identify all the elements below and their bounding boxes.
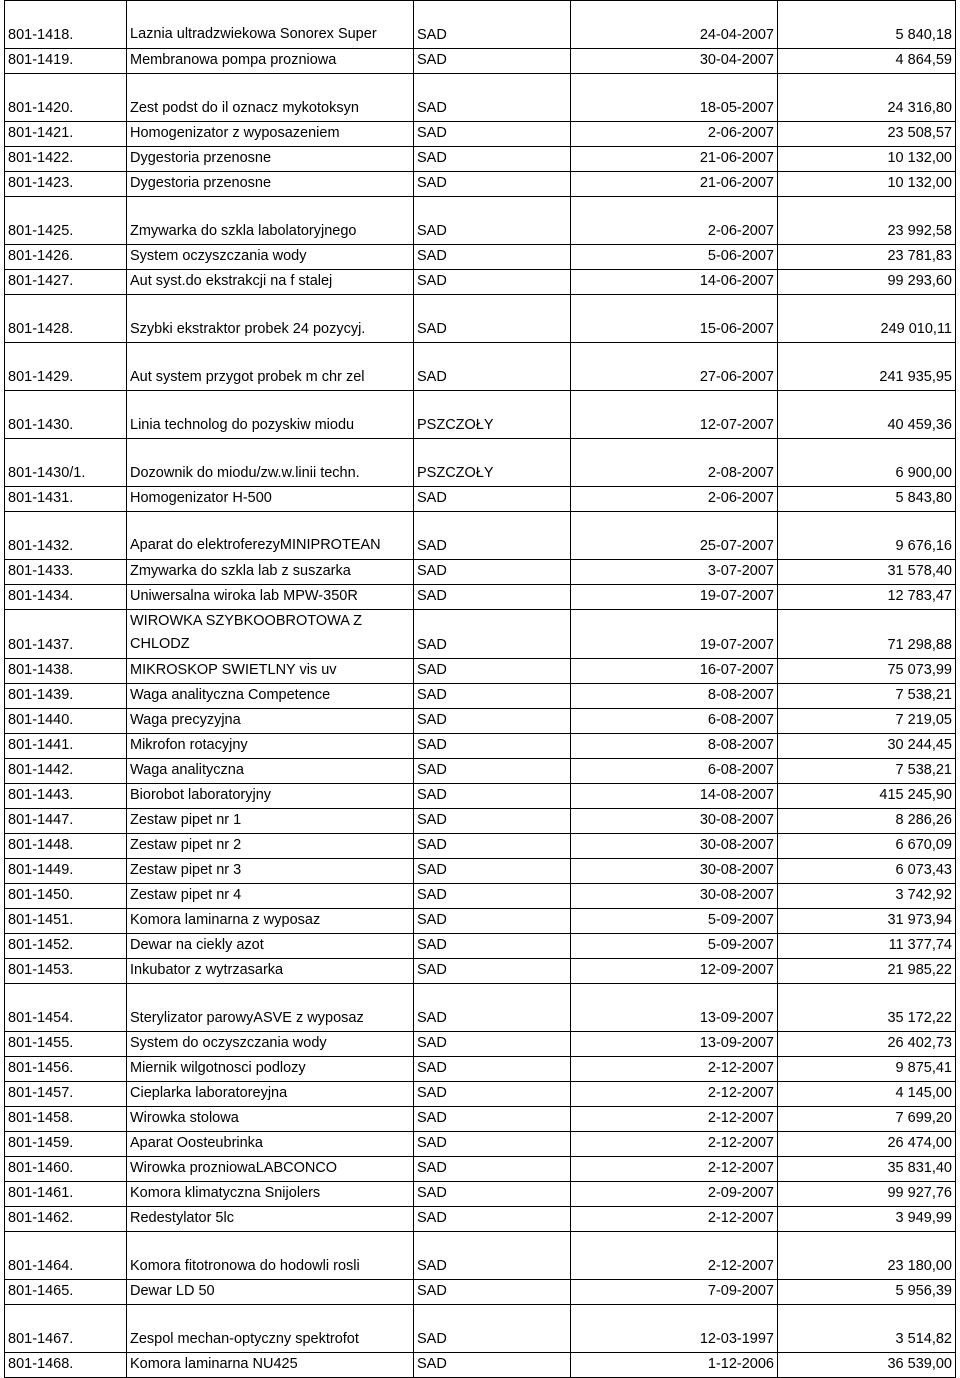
department-cell: SAD <box>414 172 571 197</box>
value-cell: 11 377,74 <box>778 934 956 959</box>
value-cell: 21 985,22 <box>778 959 956 984</box>
department-cell: SAD <box>414 759 571 784</box>
department-cell: SAD <box>414 1032 571 1057</box>
date-cell: 1-12-2006 <box>571 1353 778 1378</box>
inventory-number-cell: 801-1458. <box>5 1107 127 1132</box>
date-cell: 30-04-2007 <box>571 49 778 74</box>
department-cell: SAD <box>414 487 571 512</box>
item-name-cell: Miernik wilgotnosci podlozy <box>127 1057 414 1082</box>
department-cell: SAD <box>414 1353 571 1378</box>
table-row <box>5 147 956 172</box>
table-row <box>5 1182 956 1207</box>
date-cell: 2-12-2007 <box>571 1057 778 1082</box>
date-cell: 2-12-2007 <box>571 1107 778 1132</box>
table-row <box>5 1207 956 1232</box>
value-cell: 7 219,05 <box>778 709 956 734</box>
inventory-number-cell: 801-1439. <box>5 684 127 709</box>
item-name-cell: Zespol mechan-optyczny spektrofot <box>127 1305 414 1353</box>
value-cell: 40 459,36 <box>778 391 956 439</box>
value-cell: 5 843,80 <box>778 487 956 512</box>
value-cell: 26 474,00 <box>778 1132 956 1157</box>
department-cell: SAD <box>414 585 571 610</box>
item-name-cell: Laznia ultradzwiekowa Sonorex Super <box>127 1 414 49</box>
table-row <box>5 295 956 343</box>
value-cell: 4 145,00 <box>778 1082 956 1107</box>
inventory-number-cell: 801-1455. <box>5 1032 127 1057</box>
table-row <box>5 610 956 659</box>
inventory-number-cell: 801-1441. <box>5 734 127 759</box>
date-cell: 16-07-2007 <box>571 659 778 684</box>
inventory-number-cell: 801-1440. <box>5 709 127 734</box>
department-cell: SAD <box>414 709 571 734</box>
table-row <box>5 834 956 859</box>
department-cell: SAD <box>414 197 571 245</box>
inventory-number-cell: 801-1430/1. <box>5 439 127 487</box>
item-name-cell: Zestaw pipet nr 4 <box>127 884 414 909</box>
department-cell: SAD <box>414 684 571 709</box>
inventory-number-cell: 801-1420. <box>5 74 127 122</box>
inventory-number-cell: 801-1429. <box>5 343 127 391</box>
inventory-number-cell: 801-1447. <box>5 809 127 834</box>
item-name-cell: Dygestoria przenosne <box>127 147 414 172</box>
date-cell: 24-04-2007 <box>571 1 778 49</box>
value-cell: 36 539,00 <box>778 1353 956 1378</box>
item-name-cell: Komora laminarna NU425 <box>127 1353 414 1378</box>
value-cell: 99 927,76 <box>778 1182 956 1207</box>
table-row <box>5 343 956 391</box>
department-cell: SAD <box>414 560 571 585</box>
item-name-cell: System do oczyszczania wody <box>127 1032 414 1057</box>
department-cell: SAD <box>414 122 571 147</box>
date-cell: 2-09-2007 <box>571 1182 778 1207</box>
inventory-number-cell: 801-1438. <box>5 659 127 684</box>
date-cell: 19-07-2007 <box>571 610 778 659</box>
value-cell: 23 508,57 <box>778 122 956 147</box>
value-cell: 30 244,45 <box>778 734 956 759</box>
item-name-cell: Dewar LD 50 <box>127 1280 414 1305</box>
date-cell: 25-07-2007 <box>571 512 778 560</box>
table-row <box>5 984 956 1032</box>
date-cell: 2-08-2007 <box>571 439 778 487</box>
value-cell: 26 402,73 <box>778 1032 956 1057</box>
table-body <box>5 1 956 1378</box>
date-cell: 14-08-2007 <box>571 784 778 809</box>
value-cell: 71 298,88 <box>778 610 956 659</box>
inventory-number-cell: 801-1431. <box>5 487 127 512</box>
item-name-cell: Dozownik do miodu/zw.w.linii techn. <box>127 439 414 487</box>
table-row <box>5 487 956 512</box>
item-name-cell: Redestylator 5lc <box>127 1207 414 1232</box>
department-cell: SAD <box>414 859 571 884</box>
item-name-cell: WIROWKA SZYBKOOBROTOWA Z CHLODZ <box>127 610 414 659</box>
item-name-cell: System oczyszczania wody <box>127 245 414 270</box>
value-cell: 9 676,16 <box>778 512 956 560</box>
date-cell: 6-08-2007 <box>571 709 778 734</box>
item-name-cell: Zmywarka do szkla lab z suszarka <box>127 560 414 585</box>
department-cell: SAD <box>414 734 571 759</box>
department-cell: SAD <box>414 959 571 984</box>
inventory-number-cell: 801-1461. <box>5 1182 127 1207</box>
value-cell: 23 992,58 <box>778 197 956 245</box>
item-name-cell: Waga analityczna Competence <box>127 684 414 709</box>
item-name-cell: Uniwersalna wiroka lab MPW-350R <box>127 585 414 610</box>
table-row <box>5 1305 956 1353</box>
inventory-number-cell: 801-1454. <box>5 984 127 1032</box>
date-cell: 30-08-2007 <box>571 859 778 884</box>
value-cell: 7 538,21 <box>778 684 956 709</box>
department-cell: SAD <box>414 295 571 343</box>
department-cell: SAD <box>414 74 571 122</box>
date-cell: 13-09-2007 <box>571 984 778 1032</box>
table-row <box>5 909 956 934</box>
value-cell: 23 180,00 <box>778 1232 956 1280</box>
date-cell: 2-12-2007 <box>571 1232 778 1280</box>
item-name-cell: Aparat do elektroferezyMINIPROTEAN <box>127 512 414 560</box>
inventory-number-cell: 801-1425. <box>5 197 127 245</box>
inventory-number-cell: 801-1426. <box>5 245 127 270</box>
table-row <box>5 197 956 245</box>
table-row <box>5 884 956 909</box>
item-name-cell: Dewar na ciekly azot <box>127 934 414 959</box>
date-cell: 5-06-2007 <box>571 245 778 270</box>
department-cell: SAD <box>414 934 571 959</box>
value-cell: 31 578,40 <box>778 560 956 585</box>
inventory-number-cell: 801-1421. <box>5 122 127 147</box>
table-row <box>5 512 956 560</box>
table-row <box>5 1280 956 1305</box>
value-cell: 249 010,11 <box>778 295 956 343</box>
department-cell: SAD <box>414 1082 571 1107</box>
department-cell: SAD <box>414 610 571 659</box>
inventory-number-cell: 801-1442. <box>5 759 127 784</box>
date-cell: 7-09-2007 <box>571 1280 778 1305</box>
table-row <box>5 49 956 74</box>
table-row <box>5 122 956 147</box>
item-name-cell: Aut syst.do ekstrakcji na f stalej <box>127 270 414 295</box>
item-name-cell: Biorobot laboratoryjny <box>127 784 414 809</box>
value-cell: 6 073,43 <box>778 859 956 884</box>
table-row <box>5 245 956 270</box>
table-row <box>5 859 956 884</box>
date-cell: 2-12-2007 <box>571 1207 778 1232</box>
date-cell: 2-06-2007 <box>571 122 778 147</box>
table-row <box>5 74 956 122</box>
value-cell: 5 956,39 <box>778 1280 956 1305</box>
department-cell: SAD <box>414 49 571 74</box>
inventory-number-cell: 801-1423. <box>5 172 127 197</box>
department-cell: SAD <box>414 984 571 1032</box>
value-cell: 7 699,20 <box>778 1107 956 1132</box>
item-name-cell: Wirowka prozniowaLABCONCO <box>127 1157 414 1182</box>
inventory-number-cell: 801-1450. <box>5 884 127 909</box>
table-row <box>5 784 956 809</box>
table-row <box>5 1132 956 1157</box>
date-cell: 30-08-2007 <box>571 834 778 859</box>
item-name-cell: Zestaw pipet nr 2 <box>127 834 414 859</box>
item-name-cell: Homogenizator z wyposazeniem <box>127 122 414 147</box>
department-cell: SAD <box>414 245 571 270</box>
inventory-number-cell: 801-1452. <box>5 934 127 959</box>
inventory-number-cell: 801-1459. <box>5 1132 127 1157</box>
value-cell: 35 831,40 <box>778 1157 956 1182</box>
table-row <box>5 1057 956 1082</box>
value-cell: 10 132,00 <box>778 172 956 197</box>
department-cell: SAD <box>414 834 571 859</box>
table-row <box>5 1232 956 1280</box>
table-row <box>5 1107 956 1132</box>
date-cell: 2-12-2007 <box>571 1157 778 1182</box>
inventory-number-cell: 801-1453. <box>5 959 127 984</box>
department-cell: SAD <box>414 1157 571 1182</box>
value-cell: 24 316,80 <box>778 74 956 122</box>
value-cell: 10 132,00 <box>778 147 956 172</box>
date-cell: 6-08-2007 <box>571 759 778 784</box>
item-name-cell: Zmywarka do szkla labolatoryjnego <box>127 197 414 245</box>
item-name-cell: Szybki ekstraktor probek 24 pozycyj. <box>127 295 414 343</box>
date-cell: 2-12-2007 <box>571 1132 778 1157</box>
value-cell: 75 073,99 <box>778 659 956 684</box>
inventory-number-cell: 801-1419. <box>5 49 127 74</box>
date-cell: 5-09-2007 <box>571 934 778 959</box>
inventory-number-cell: 801-1456. <box>5 1057 127 1082</box>
table-row <box>5 659 956 684</box>
item-name-cell: Zestaw pipet nr 3 <box>127 859 414 884</box>
date-cell: 8-08-2007 <box>571 684 778 709</box>
item-name-cell: Aut system przygot probek m chr zel <box>127 343 414 391</box>
department-cell: SAD <box>414 270 571 295</box>
item-name-cell: Waga precyzyjna <box>127 709 414 734</box>
item-name-cell: Wirowka stolowa <box>127 1107 414 1132</box>
item-name-cell: Aparat Oosteubrinka <box>127 1132 414 1157</box>
date-cell: 2-06-2007 <box>571 197 778 245</box>
department-cell: SAD <box>414 809 571 834</box>
item-name-cell: Waga analityczna <box>127 759 414 784</box>
department-cell: SAD <box>414 1305 571 1353</box>
value-cell: 5 840,18 <box>778 1 956 49</box>
date-cell: 27-06-2007 <box>571 343 778 391</box>
department-cell: SAD <box>414 909 571 934</box>
inventory-number-cell: 801-1464. <box>5 1232 127 1280</box>
date-cell: 12-03-1997 <box>571 1305 778 1353</box>
value-cell: 12 783,47 <box>778 585 956 610</box>
value-cell: 23 781,83 <box>778 245 956 270</box>
item-name-cell: Zest podst do il oznacz mykotoksyn <box>127 74 414 122</box>
date-cell: 2-12-2007 <box>571 1082 778 1107</box>
inventory-number-cell: 801-1427. <box>5 270 127 295</box>
value-cell: 3 949,99 <box>778 1207 956 1232</box>
table-row <box>5 709 956 734</box>
department-cell: SAD <box>414 1232 571 1280</box>
item-name-cell: Komora fitotronowa do hodowli rosli <box>127 1232 414 1280</box>
value-cell: 9 875,41 <box>778 1057 956 1082</box>
item-name-cell: MIKROSKOP SWIETLNY vis uv <box>127 659 414 684</box>
table-row <box>5 1032 956 1057</box>
table-row <box>5 1353 956 1378</box>
department-cell: SAD <box>414 1132 571 1157</box>
date-cell: 12-09-2007 <box>571 959 778 984</box>
value-cell: 6 670,09 <box>778 834 956 859</box>
date-cell: 14-06-2007 <box>571 270 778 295</box>
value-cell: 3 742,92 <box>778 884 956 909</box>
date-cell: 2-06-2007 <box>571 487 778 512</box>
date-cell: 13-09-2007 <box>571 1032 778 1057</box>
inventory-number-cell: 801-1460. <box>5 1157 127 1182</box>
item-name-cell: Membranowa pompa prozniowa <box>127 49 414 74</box>
date-cell: 21-06-2007 <box>571 172 778 197</box>
table-row <box>5 1157 956 1182</box>
value-cell: 8 286,26 <box>778 809 956 834</box>
inventory-number-cell: 801-1443. <box>5 784 127 809</box>
item-name-cell: Dygestoria przenosne <box>127 172 414 197</box>
table-row <box>5 809 956 834</box>
value-cell: 99 293,60 <box>778 270 956 295</box>
inventory-number-cell: 801-1433. <box>5 560 127 585</box>
item-name-cell: Komora laminarna z wyposaz <box>127 909 414 934</box>
table-row <box>5 959 956 984</box>
department-cell: SAD <box>414 1207 571 1232</box>
item-name-cell: Sterylizator parowyASVE z wyposaz <box>127 984 414 1032</box>
date-cell: 15-06-2007 <box>571 295 778 343</box>
item-name-cell: Cieplarka laboratoreyjna <box>127 1082 414 1107</box>
table-row <box>5 560 956 585</box>
table-row <box>5 759 956 784</box>
date-cell: 8-08-2007 <box>571 734 778 759</box>
inventory-number-cell: 801-1432. <box>5 512 127 560</box>
inventory-number-cell: 801-1428. <box>5 295 127 343</box>
value-cell: 415 245,90 <box>778 784 956 809</box>
department-cell: SAD <box>414 784 571 809</box>
date-cell: 18-05-2007 <box>571 74 778 122</box>
table-row <box>5 439 956 487</box>
inventory-number-cell: 801-1457. <box>5 1082 127 1107</box>
inventory-number-cell: 801-1449. <box>5 859 127 884</box>
item-name-cell: Zestaw pipet nr 1 <box>127 809 414 834</box>
department-cell: SAD <box>414 1280 571 1305</box>
department-cell: SAD <box>414 512 571 560</box>
item-name-cell: Inkubator z wytrzasarka <box>127 959 414 984</box>
table-row <box>5 1 956 49</box>
date-cell: 12-07-2007 <box>571 391 778 439</box>
item-name-cell: Linia technolog do pozyskiw miodu <box>127 391 414 439</box>
inventory-number-cell: 801-1437. <box>5 610 127 659</box>
inventory-number-cell: 801-1418. <box>5 1 127 49</box>
inventory-number-cell: 801-1422. <box>5 147 127 172</box>
inventory-number-cell: 801-1451. <box>5 909 127 934</box>
equipment-table <box>4 0 956 1378</box>
department-cell: SAD <box>414 1 571 49</box>
item-name-cell: Komora klimatyczna Snijolers <box>127 1182 414 1207</box>
table-row <box>5 391 956 439</box>
department-cell: SAD <box>414 659 571 684</box>
department-cell: PSZCZOŁY <box>414 391 571 439</box>
item-name-cell: Mikrofon rotacyjny <box>127 734 414 759</box>
value-cell: 6 900,00 <box>778 439 956 487</box>
department-cell: PSZCZOŁY <box>414 439 571 487</box>
date-cell: 21-06-2007 <box>571 147 778 172</box>
date-cell: 30-08-2007 <box>571 884 778 909</box>
table-row <box>5 1082 956 1107</box>
department-cell: SAD <box>414 1107 571 1132</box>
department-cell: SAD <box>414 1057 571 1082</box>
department-cell: SAD <box>414 147 571 172</box>
department-cell: SAD <box>414 1182 571 1207</box>
inventory-number-cell: 801-1430. <box>5 391 127 439</box>
table-row <box>5 734 956 759</box>
date-cell: 30-08-2007 <box>571 809 778 834</box>
table-row <box>5 684 956 709</box>
value-cell: 31 973,94 <box>778 909 956 934</box>
date-cell: 19-07-2007 <box>571 585 778 610</box>
value-cell: 7 538,21 <box>778 759 956 784</box>
value-cell: 35 172,22 <box>778 984 956 1032</box>
inventory-number-cell: 801-1467. <box>5 1305 127 1353</box>
table-row <box>5 270 956 295</box>
department-cell: SAD <box>414 884 571 909</box>
table-row <box>5 172 956 197</box>
inventory-number-cell: 801-1465. <box>5 1280 127 1305</box>
item-name-cell: Homogenizator H-500 <box>127 487 414 512</box>
inventory-number-cell: 801-1468. <box>5 1353 127 1378</box>
inventory-number-cell: 801-1448. <box>5 834 127 859</box>
value-cell: 4 864,59 <box>778 49 956 74</box>
value-cell: 3 514,82 <box>778 1305 956 1353</box>
table-row <box>5 934 956 959</box>
date-cell: 3-07-2007 <box>571 560 778 585</box>
date-cell: 5-09-2007 <box>571 909 778 934</box>
inventory-number-cell: 801-1434. <box>5 585 127 610</box>
department-cell: SAD <box>414 343 571 391</box>
value-cell: 241 935,95 <box>778 343 956 391</box>
inventory-number-cell: 801-1462. <box>5 1207 127 1232</box>
table-row <box>5 585 956 610</box>
